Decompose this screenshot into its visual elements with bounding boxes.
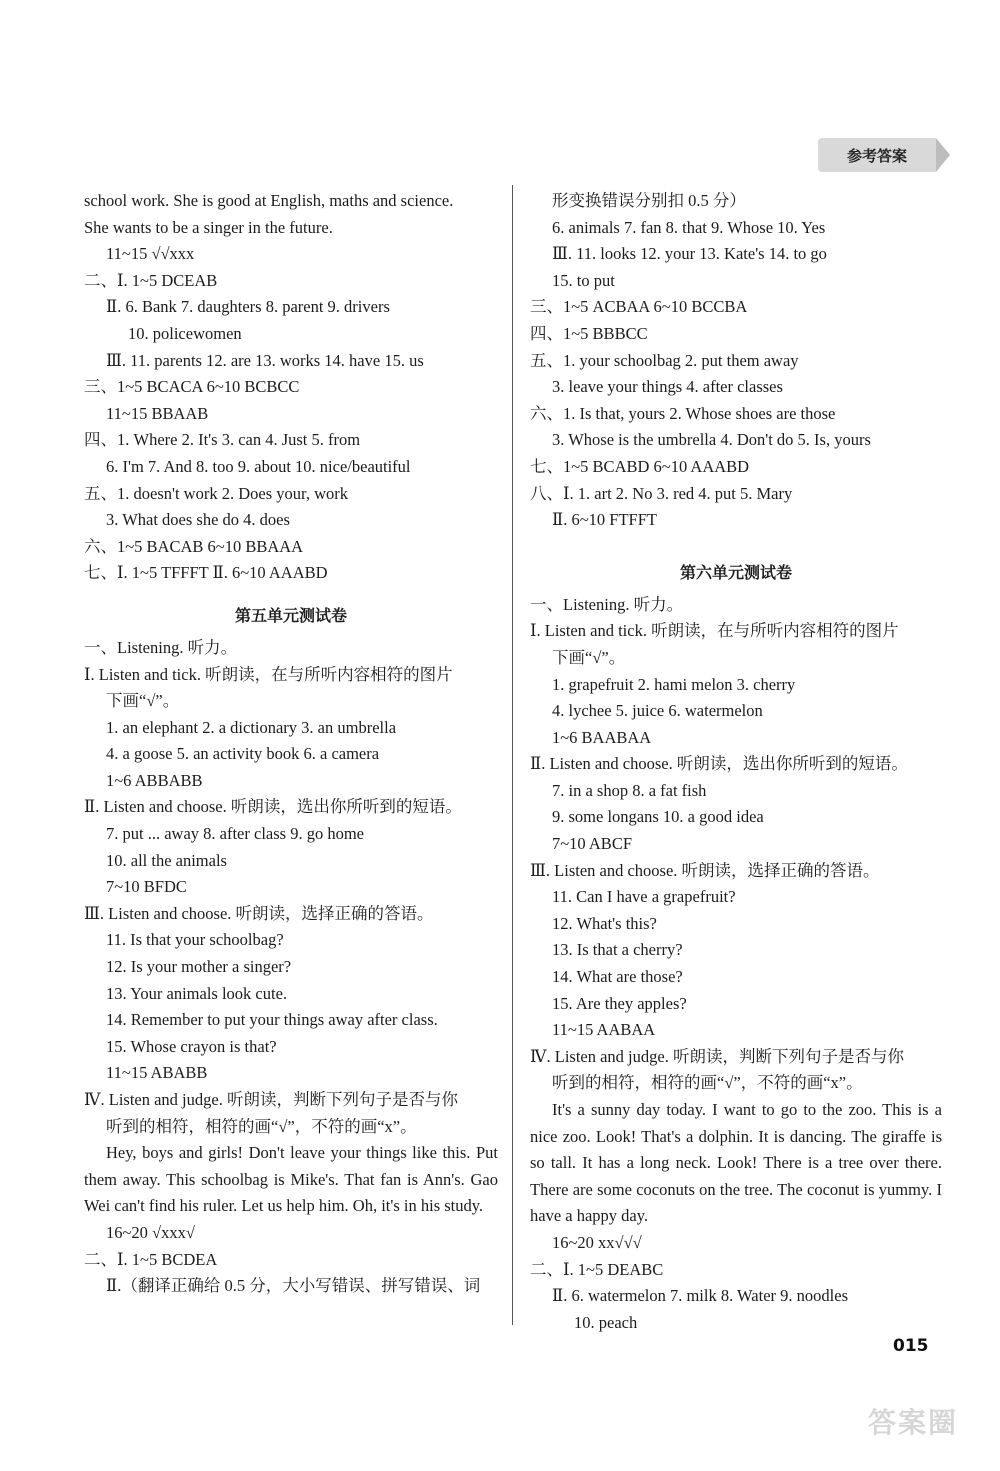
answer-line: Ⅰ. Listen and tick. 听朗读，在与所听内容相符的图片 (530, 621, 899, 641)
answer-line: 11. Can I have a grapefruit? (552, 887, 736, 907)
answer-line: 3. What does she do 4. does (106, 510, 290, 530)
answer-line: 五、1. your schoolbag 2. put them away (530, 350, 799, 370)
section-title: 第六单元测试卷 (679, 562, 792, 582)
answer-line: Ⅰ. Listen and tick. 听朗读，在与所听内容相符的图片 (84, 664, 453, 684)
text-line: school work. She is good at English, maths and science. (84, 191, 454, 210)
answer-line: 四、1~5 BBBCC (530, 323, 648, 343)
answer-line: 1. an elephant 2. a dictionary 3. an umbrella (106, 717, 397, 737)
answer-line: 9. some longans 10. a good idea (552, 807, 764, 827)
answer-line: Ⅱ. 6~10 FTFFT (552, 510, 657, 530)
answer-line: 16~20 √xxx√ (106, 1222, 195, 1242)
answer-line: 一、Listening. 听力。 (84, 637, 238, 657)
spacer (530, 534, 942, 544)
answer-line: 3. Whose is the umbrella 4. Don't do 5. Is, yours (552, 430, 871, 450)
answer-line: Ⅱ. 6. Bank 7. daughters 8. parent 9. drivers (106, 297, 390, 317)
answer-line: 6. animals 7. fan 8. that 9. Whose 10. Yes (552, 217, 826, 237)
answer-line: 下画“√”。 (106, 691, 180, 711)
answer-line: 14. What are those? (552, 967, 683, 987)
reference-answers-tab: 参考答案 (818, 138, 936, 172)
answer-line: 七、1~5 BCABD 6~10 AAABD (530, 456, 750, 476)
answer-line: 13. Is that a cherry? (552, 940, 683, 960)
answer-line: Ⅳ. Listen and judge. 听朗读，判断下列句子是否与你 (530, 1046, 904, 1066)
answer-line: 听到的相符，相符的画“√”，不符的画“x”。 (106, 1116, 417, 1136)
answer-line: 八、Ⅰ. 1. art 2. No 3. red 4. put 5. Mary (530, 483, 793, 503)
answer-line: 11~15 √√xxx (106, 244, 195, 264)
answer-line: 7. put ... away 8. after class 9. go home (106, 824, 364, 844)
answer-line: 形变换错误分别扣 0.5 分） (552, 191, 746, 210)
answer-line: 15. Whose crayon is that? (106, 1036, 277, 1056)
answer-line: 1. grapefruit 2. hami melon 3. cherry (552, 674, 796, 694)
answer-line: 3. leave your things 4. after classes (552, 377, 783, 397)
answer-line: 五、1. doesn't work 2. Does your, work (84, 483, 348, 503)
column-divider (512, 185, 513, 1325)
answer-line: Ⅱ. 6. watermelon 7. milk 8. Water 9. noodles (552, 1286, 848, 1306)
answer-line: 12. What's this? (552, 913, 657, 933)
answer-line: 一、Listening. 听力。 (530, 594, 684, 614)
answer-line: 三、1~5 BCACA 6~10 BCBCC (84, 377, 300, 397)
passage-paragraph: Hey, boys and girls! Don't leave your things like this. Put them away. This schoolbag is Mike's. That fan is Ann's. Gao Wei can't find his ruler. Let us help him. Oh, it's in his study. (84, 1143, 498, 1216)
answer-line: 10. all the animals (106, 850, 227, 870)
answer-line: 1~6 BAABAA (552, 727, 652, 747)
chevron-right-icon (936, 138, 950, 172)
answer-line: 1~6 ABBABB (106, 770, 203, 790)
answer-line: 六、1~5 BACAB 6~10 BBAAA (84, 536, 304, 556)
passage-paragraph: It's a sunny day today. I want to go to the zoo. This is a nice zoo. Look! That's a dolphin. It is dancing. The giraffe is so tall. It has a long neck. Look! There is a tree over there. There are some coconuts on the tree. The coconut is yummy. I have a happy day. (530, 1100, 942, 1226)
answer-line: 4. lychee 5. juice 6. watermelon (552, 701, 763, 721)
answer-line: 七、Ⅰ. 1~5 TFFFT Ⅱ. 6~10 AAABD (84, 563, 328, 583)
answer-line: 6. I'm 7. And 8. too 9. about 10. nice/beautiful (106, 456, 411, 476)
text-line: She wants to be a singer in the future. (84, 217, 333, 237)
answer-line: 13. Your animals look cute. (106, 983, 288, 1003)
answer-line: 二、Ⅰ. 1~5 DCEAB (84, 270, 218, 290)
answer-line: 11. Is that your schoolbag? (106, 930, 284, 950)
answer-line: 10. peach (574, 1312, 638, 1332)
answer-line: 二、Ⅰ. 1~5 BCDEA (84, 1249, 218, 1269)
left-column (84, 188, 498, 1300)
answer-line: 11~15 ABABB (106, 1063, 208, 1083)
answer-line: 三、1~5 ACBAA 6~10 BCCBA (530, 297, 748, 317)
answer-line: Ⅱ.（翻译正确给 0.5 分，大小写错误、拼写错误、词 (106, 1276, 481, 1296)
answer-line: Ⅳ. Listen and judge. 听朗读，判断下列句子是否与你 (84, 1090, 458, 1109)
answer-line: 12. Is your mother a singer? (106, 957, 292, 977)
answer-line: 10. policewomen (128, 323, 242, 343)
answer-line: 7. in a shop 8. a fat fish (552, 780, 707, 800)
answer-line: 六、1. Is that, yours 2. Whose shoes are those (530, 403, 836, 423)
answer-line: 14. Remember to put your things away after class. (106, 1010, 438, 1030)
section-title: 第五单元测试卷 (234, 605, 347, 625)
answer-line: Ⅲ. Listen and choose. 听朗读，选择正确的答语。 (84, 903, 434, 923)
right-column (530, 188, 942, 1336)
answer-line: Ⅲ. 11. parents 12. are 13. works 14. have 15. us (106, 350, 424, 370)
answer-line: 二、Ⅰ. 1~5 DEABC (530, 1259, 664, 1279)
answer-line: 下画“√”。 (552, 647, 626, 667)
page-number: 015 (893, 1336, 929, 1356)
answer-line: Ⅲ. Listen and choose. 听朗读，选择正确的答语。 (530, 860, 880, 880)
answer-line: 7~10 BFDC (106, 877, 187, 897)
answer-line: 11~15 BBAAB (106, 403, 209, 423)
answer-line: 15. Are they apples? (552, 993, 687, 1013)
answer-line: 7~10 ABCF (552, 834, 632, 854)
answer-line: 15. to put (552, 270, 615, 290)
watermark-logo: 答案圈 (867, 1406, 958, 1439)
answer-line: 11~15 AABAA (552, 1020, 656, 1040)
answer-line: Ⅱ. Listen and choose. 听朗读，选出你所听到的短语。 (84, 797, 462, 817)
answer-line: 听到的相符，相符的画“√”，不符的画“x”。 (552, 1073, 863, 1093)
answer-line: Ⅲ. 11. looks 12. your 13. Kate's 14. to go (552, 244, 827, 264)
answer-line: Ⅱ. Listen and choose. 听朗读，选出你所听到的短语。 (530, 754, 908, 774)
answer-line: 四、1. Where 2. It's 3. can 4. Just 5. from (84, 430, 361, 450)
answer-line: 4. a goose 5. an activity book 6. a camera (106, 744, 380, 764)
answer-line: 16~20 xx√√√ (552, 1232, 642, 1252)
